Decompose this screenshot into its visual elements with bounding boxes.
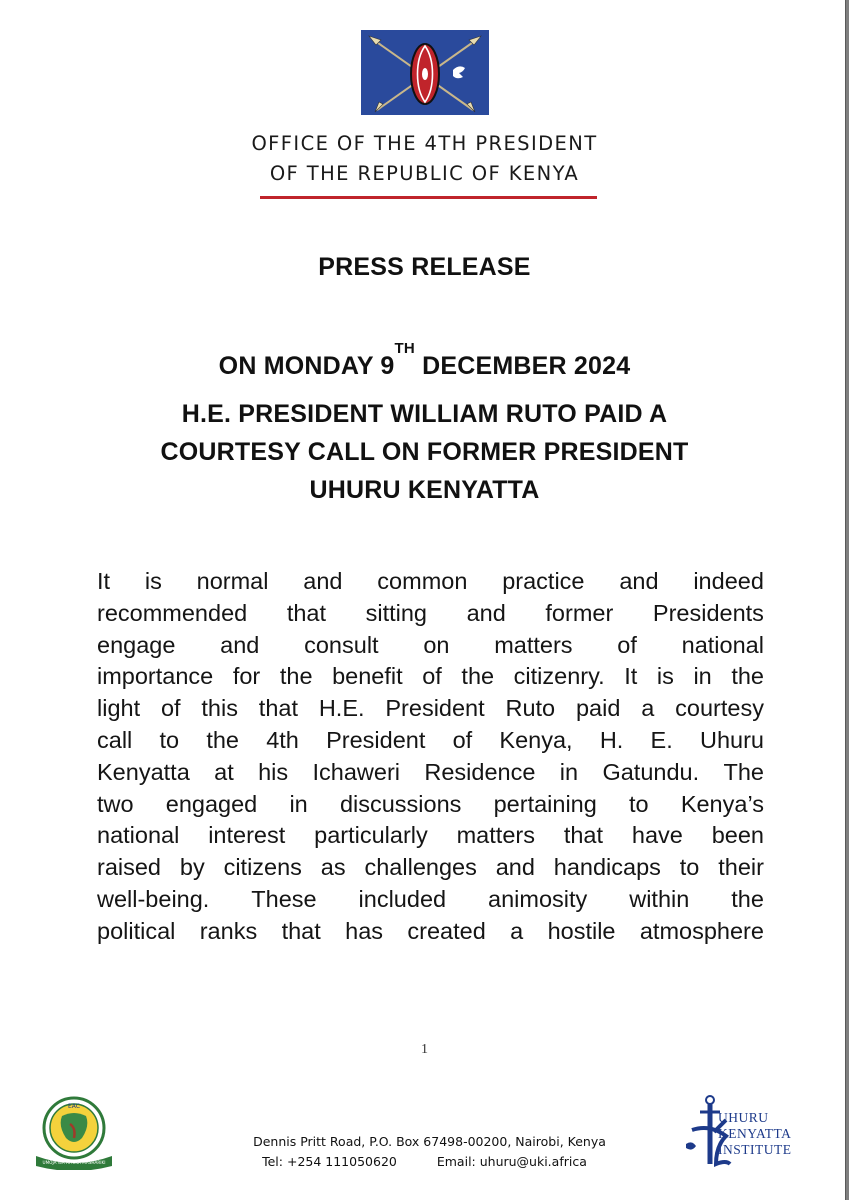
body-word: 4th [266, 726, 299, 753]
body-word: to [629, 790, 649, 817]
body-word: to [159, 726, 180, 753]
body-word: importance [97, 663, 214, 690]
body-word: as [320, 854, 346, 881]
body-word: that [286, 599, 327, 626]
body-word: his [258, 758, 289, 785]
body-line [97, 693, 764, 725]
body-word: a [510, 917, 524, 944]
body-word: atmosphere [639, 917, 764, 944]
body-word: animosity [488, 885, 588, 912]
body-line [97, 630, 764, 662]
body-word: of [422, 663, 442, 690]
body-word: and [466, 599, 506, 626]
body-word: matters [494, 631, 573, 658]
body-word: on [423, 631, 450, 658]
body-word: It [624, 663, 638, 690]
body-word: call [97, 726, 133, 753]
body-word: interest [208, 822, 286, 849]
body-word: indeed [693, 568, 764, 594]
body-line [97, 884, 764, 916]
body-word: H.E. [318, 695, 365, 722]
body-word: consult [304, 631, 379, 658]
body-word: The [723, 758, 764, 785]
body-word: their [718, 854, 764, 881]
body-word: the [731, 663, 764, 690]
body-word: by [179, 854, 205, 881]
body-word: H. [599, 726, 624, 753]
press-release-heading: PRESS RELEASE [318, 253, 531, 281]
release-title-line2: COURTESY CALL ON FORMER PRESIDENT [160, 438, 689, 466]
body-word: this [201, 695, 238, 722]
body-word: former [545, 599, 614, 626]
body-line [97, 789, 764, 821]
body-word: President [326, 726, 426, 753]
body-word: well-being. [97, 885, 210, 912]
uki-logo-line3: INSTITUTE [718, 1142, 792, 1157]
body-line [97, 566, 764, 598]
body-line [97, 598, 764, 630]
release-title-line1: H.E. PRESIDENT WILLIAM RUTO PAID A [181, 400, 668, 428]
body-word: particularly [314, 822, 428, 849]
body-word: to [679, 854, 700, 881]
body-word: citizens [223, 854, 302, 881]
body-line [97, 661, 764, 693]
body-word: engage [97, 631, 176, 658]
body-word: in [559, 758, 579, 785]
body-word: Kenya’s [680, 790, 764, 817]
body-word: These [251, 885, 317, 912]
footer-email: Email: uhuru@uki.africa [436, 1154, 587, 1169]
release-date [0, 340, 849, 381]
body-line [97, 916, 764, 948]
kenya-presidential-standard-icon [361, 30, 489, 115]
body-line [97, 852, 764, 884]
footer-tel: Tel: +254 111050620 [262, 1154, 397, 1169]
office-title-line1: OFFICE OF THE 4TH PRESIDENT [251, 132, 598, 155]
body-word: common [377, 568, 468, 594]
body-word: that [563, 822, 604, 849]
body-word: paid [575, 695, 621, 722]
body-word: and [495, 854, 535, 881]
uki-logo-line2: KENYATTA [718, 1126, 792, 1141]
body-word: practice [502, 568, 585, 594]
release-title-line3: UHURU KENYATTA [309, 476, 540, 504]
letterhead-divider [260, 196, 597, 199]
body-word: raised [97, 854, 162, 881]
body-word: hostile [547, 917, 616, 944]
body-word: normal [196, 568, 269, 594]
body-word: in [289, 790, 308, 817]
body-word: and [619, 568, 659, 594]
body-word: Ichaweri [312, 758, 401, 785]
body-word: national [97, 822, 180, 849]
uki-logo-line1: UHURU [718, 1110, 769, 1125]
body-word: within [629, 885, 690, 912]
body-word: E. [650, 726, 673, 753]
body-word: of [452, 726, 473, 753]
body-word: and [220, 631, 260, 658]
body-word: has [345, 917, 384, 944]
body-word: discussions [339, 790, 462, 817]
body-word: challenges [364, 854, 477, 881]
body-word: of [617, 631, 637, 658]
body-word: benefit [332, 663, 403, 690]
body-word: engaged [165, 790, 258, 817]
body-word: handicaps [553, 854, 661, 881]
body-word: citizenry. [513, 663, 605, 690]
body-word: pertaining [493, 790, 597, 817]
release-date-superscript: TH [394, 340, 415, 357]
body-paragraph [97, 566, 764, 948]
body-word: at [214, 758, 234, 785]
body-word: Presidents [652, 599, 764, 626]
office-title-line2: OF THE REPUBLIC OF KENYA [269, 162, 580, 185]
body-word: two [97, 790, 134, 817]
body-word: President [385, 695, 485, 722]
page-number: 1 [421, 1042, 428, 1057]
body-line [97, 757, 764, 789]
body-word: in [693, 663, 712, 690]
body-word: political [97, 917, 176, 944]
body-word: Kenya, [499, 726, 573, 753]
eac-logo-motto: UMOJA WA AFRIKA MASHARIKI [42, 1160, 106, 1165]
body-word: that [258, 695, 298, 722]
body-line [97, 820, 764, 852]
body-word: Kenyatta [97, 758, 190, 785]
body-word: is [656, 663, 674, 690]
body-word: recommended [97, 599, 248, 626]
body-word: included [358, 885, 447, 912]
body-word: ranks [199, 917, 258, 944]
body-word: created [407, 917, 486, 944]
body-word: the [461, 663, 495, 690]
body-word: been [711, 822, 764, 849]
body-word: light [97, 695, 141, 722]
body-word: national [681, 631, 764, 658]
body-word: the [731, 885, 764, 912]
body-word: courtesy [675, 695, 764, 722]
body-word: the [279, 663, 313, 690]
eac-logo-abbr: EAC [68, 1103, 80, 1110]
body-word: that [281, 917, 321, 944]
body-word: for [232, 663, 261, 690]
body-word: sitting [365, 599, 427, 626]
footer-address: Dennis Pritt Road, P.O. Box 67498-00200, Nairobi, Kenya [253, 1134, 606, 1149]
release-date-suffix: DECEMBER 2024 [414, 352, 631, 380]
body-word: It [97, 568, 111, 594]
body-word: and [303, 568, 343, 594]
body-word: of [160, 695, 181, 722]
body-word: the [206, 726, 239, 753]
body-word: Gatundu. [602, 758, 700, 785]
body-word: Residence [424, 758, 536, 785]
body-word: is [144, 568, 162, 594]
body-line [97, 725, 764, 757]
body-word: Uhuru [699, 726, 764, 753]
release-date-prefix: ON MONDAY 9 [218, 352, 395, 380]
body-word: a [641, 695, 655, 722]
body-word: matters [456, 822, 535, 849]
body-word: have [631, 822, 683, 849]
body-word: Ruto [505, 695, 556, 722]
